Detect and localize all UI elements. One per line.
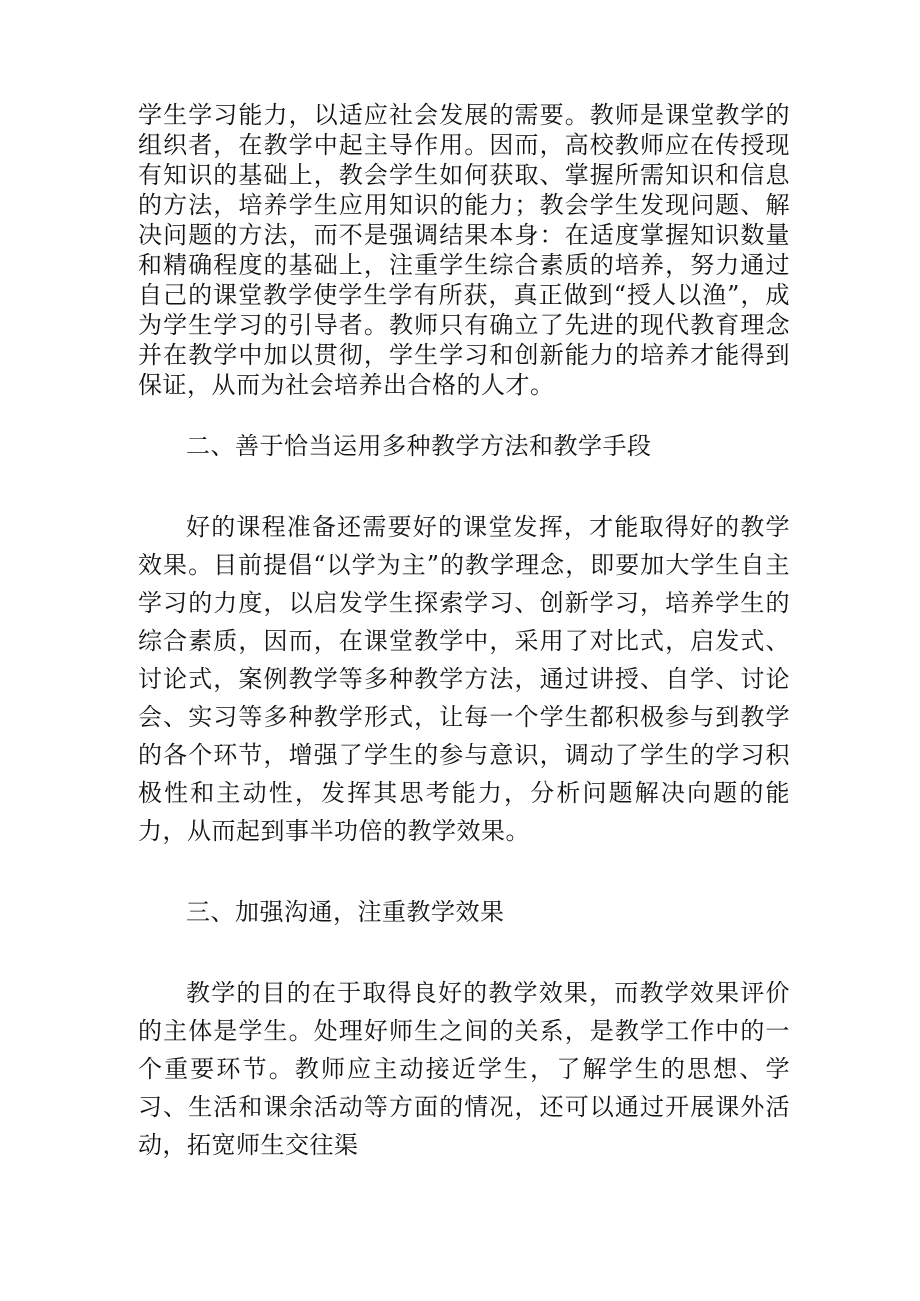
- body-paragraph-2: 好的课程准备还需要好的课堂发挥，才能取得好的教学效果。目前提倡“以学为主”的教学理念，即要加大学生自主学习的力度，以启发学生探索学习、创新学习，培养学生的综合素质，因而，在课堂教学中，采用了对比式，启发式、讨论式，案例教学等多种教学方法，通过讲授、自学、讨论会、实习等多种教学形式，让每一个学生都积极参与到教学的各个环节，增强了学生的参与意识，调动了学生的学习积极性和主动性，发挥其思考能力，分析问题解决向题的能力，从而起到事半功倍的教学效果。: [138, 513, 790, 845]
- section-heading-3: 三、加强沟通，注重教学效果: [186, 898, 505, 926]
- body-paragraph-1: 学生学习能力，以适应社会发展的需要。教师是课堂教学的组织者，在教学中起主导作用。因而，高校教师应在传授现有知识的基础上，教会学生如何获取、掌握所需知识和信息的方法，培养学生应用知识的能力；教会学生发现问题、解决问题的方法，而不是强调结果本身：在适度掌握知识数量和精确程度的基础上，注重学生综合素质的培养，努力通过自己的课堂教学使学生学有所获，真正做到“授人以渔”，成为学生学习的引导者。教师只有确立了先进的现代教育理念并在教学中加以贯彻，学生学习和创新能力的培养才能得到保证，从而为社会培养出合格的人才。: [138, 101, 790, 399]
- section-heading-2: 二、善于恰当运用多种教学方法和教学手段: [186, 432, 652, 460]
- body-paragraph-3: 教学的目的在于取得良好的教学效果，而教学效果评价的主体是学生。处理好师生之间的关系，是教学工作中的一个重要环节。教师应主动接近学生，了解学生的思想、学习、生活和课余活动等方面的情况，还可以通过开展课外活动，拓宽师生交往渠: [138, 979, 790, 1159]
